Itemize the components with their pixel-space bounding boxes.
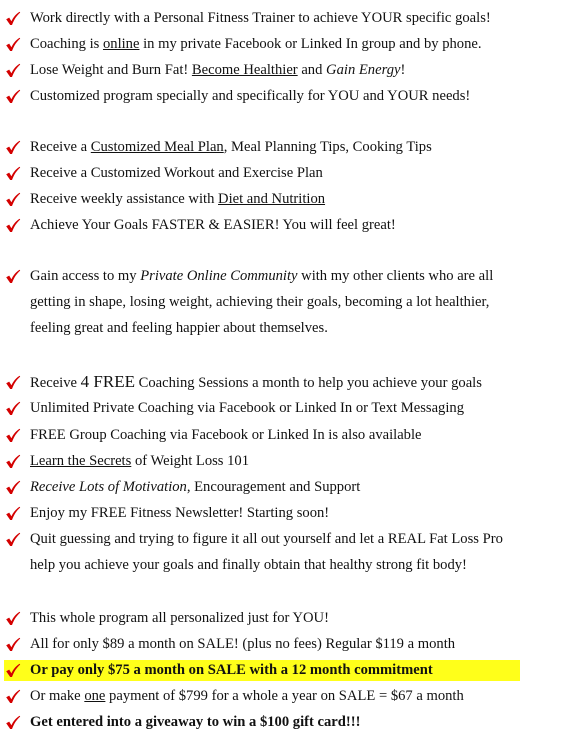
item-text-line <box>30 552 467 578</box>
checkmark-icon <box>5 663 21 678</box>
text-run: Gain Energy <box>326 62 401 78</box>
text-run: one <box>84 688 106 704</box>
text-run: Receive Lots of Motivation <box>30 479 187 495</box>
text-run: All for only $89 a month on SALE! (plus no fees) Regular $119 a month <box>30 636 456 652</box>
checkmark-icon <box>5 218 21 233</box>
text-run: Receive weekly assistance with <box>30 191 219 207</box>
checkmark-icon <box>5 375 21 390</box>
checkmark-icon <box>5 401 21 416</box>
text-run: Or pay only $75 a month on SALE with a 12 month commitment <box>30 662 433 678</box>
text-run: Learn the Secrets <box>30 453 132 469</box>
text-run: Unlimited Private Coaching via Facebook or Linked In or Text Messaging <box>30 400 464 416</box>
checkmark-icon <box>5 63 21 78</box>
text-run: Work directly with a Personal Fitness Trainer to achieve YOUR specific goals! <box>30 10 491 26</box>
text-run: in my private Facebook or Linked In group and by phone. <box>139 36 482 52</box>
item-text <box>30 605 329 631</box>
text-run: Lose Weight and Burn Fat! <box>30 62 192 78</box>
text-run: Gain access to my <box>30 268 141 284</box>
text-run: Receive a <box>30 139 91 155</box>
text-run: of Weight Loss 101 <box>131 453 250 469</box>
item-text <box>30 369 482 396</box>
text-run: Get entered into a giveaway to win a $100 gift card!!! <box>30 714 361 730</box>
text-run: Receive a Customized Workout and Exercise Plan <box>30 165 323 181</box>
text-run: , Encouragement and Support <box>186 479 361 495</box>
text-run: , Meal Planning Tips, Cooking Tips <box>223 139 432 155</box>
checkmark-icon <box>5 454 21 469</box>
checkmark-icon <box>5 269 21 284</box>
text-run: Achieve Your Goals FASTER & EASIER! You will feel great! <box>30 217 396 233</box>
text-run: Enjoy my FREE Fitness Newsletter! Starting soon! <box>30 505 330 521</box>
text-run: Customized program specially and specifically for YOU and YOUR needs! <box>30 88 471 104</box>
text-run: Diet and Nutrition <box>218 191 326 207</box>
checkmark-icon <box>5 37 21 52</box>
checkmark-icon <box>5 192 21 207</box>
checkmark-icon <box>5 715 21 730</box>
text-run: with my other clients who are all <box>297 268 494 284</box>
checkmark-icon <box>5 428 21 443</box>
item-text-line <box>30 315 328 341</box>
checkmark-icon <box>5 506 21 521</box>
text-run: Customized Meal Plan <box>90 139 224 155</box>
checkmark-icon <box>5 480 21 495</box>
item-text <box>30 657 433 683</box>
text-run: getting in shape, losing weight, achieving their goals, becoming a lot healthier, <box>30 294 490 310</box>
checkmark-icon <box>5 689 21 704</box>
checkmark-icon <box>5 140 21 155</box>
text-run: help you achieve your goals and finally obtain that healthy strong fit body! <box>30 557 467 573</box>
checkmark-icon <box>5 11 21 26</box>
item-text <box>30 134 432 160</box>
text-run: online <box>102 36 140 52</box>
text-run: FREE Group Coaching via Facebook or Linked In is also available <box>30 427 422 443</box>
text-run: Receive <box>30 375 81 391</box>
text-run: This whole program all personalized just for YOU! <box>30 610 329 626</box>
item-text <box>30 83 470 109</box>
text-run: payment of $799 for a whole a year on SALE = $67 a month <box>105 688 464 704</box>
text-run: 4 FREE <box>80 372 135 391</box>
checkmark-icon <box>5 89 21 104</box>
item-text <box>30 631 455 657</box>
item-text <box>30 57 405 83</box>
text-run: Coaching is <box>30 36 103 52</box>
text-run: and <box>297 62 327 78</box>
item-text <box>30 709 360 735</box>
text-run: ! <box>400 62 406 78</box>
item-text <box>30 448 249 474</box>
checkmark-icon <box>5 532 21 547</box>
item-text <box>30 474 360 500</box>
item-text <box>30 683 464 709</box>
item-text <box>30 5 491 31</box>
item-text-line <box>30 263 493 289</box>
text-run: Quit guessing and trying to figure it all out yourself and let a REAL Fat Loss Pro <box>30 531 503 547</box>
text-run: Or make <box>30 688 85 704</box>
item-text <box>30 31 482 57</box>
item-text <box>30 160 323 186</box>
item-text <box>30 186 325 212</box>
item-text <box>30 422 422 448</box>
item-text <box>30 395 464 421</box>
item-text <box>30 212 396 238</box>
text-run: Private Online Community <box>140 268 298 284</box>
text-run: feeling great and feeling happier about themselves. <box>30 320 328 336</box>
text-run: Coaching Sessions a month to help you achieve your goals <box>134 375 482 391</box>
checkmark-icon <box>5 611 21 626</box>
text-run: Become Healthier <box>191 62 298 78</box>
item-text-line <box>30 289 489 315</box>
item-text <box>30 500 329 526</box>
checkmark-icon <box>5 166 21 181</box>
checkmark-icon <box>5 637 21 652</box>
item-text-line <box>30 526 503 552</box>
